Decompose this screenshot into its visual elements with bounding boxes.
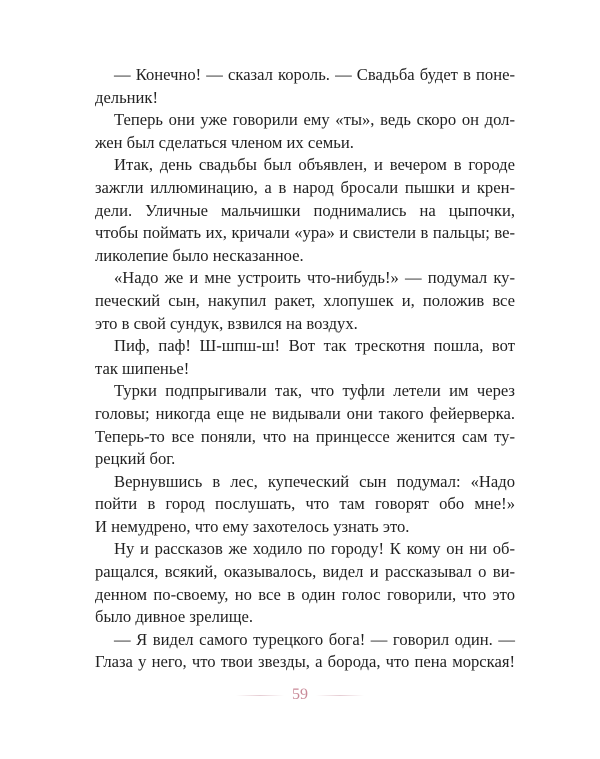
text-line: пойти в город послушать, что там говорят обо мне!» xyxy=(95,494,515,514)
text-line: — Я видел самого турецкого бога! — говорил один. — xyxy=(114,629,515,649)
ornament-left-icon xyxy=(236,695,284,696)
text-line: печеский сын, накупил ракет, хлопушек и, положив все xyxy=(95,290,515,310)
page-body-text xyxy=(95,64,515,674)
text-line: чтобы поймать их, кричали «ура» и свистели в пальцы; ве- xyxy=(95,223,515,243)
text-line: Вернувшись в лес, купеческий сын подумал: «Надо xyxy=(114,471,515,491)
ornament-right-icon xyxy=(316,695,364,696)
text-line: И немудрено, что ему захотелось узнать это. xyxy=(95,516,410,536)
text-line: ликолепие было несказанное. xyxy=(95,245,304,265)
text-line: денном по-своему, но все в один голос говорили, что это xyxy=(95,584,515,604)
text-line: Турки подпрыгивали так, что туфли летели им через xyxy=(114,381,515,401)
text-line: Пиф, паф! Ш-шпш-ш! Вот так трескотня пошла, вот xyxy=(114,336,515,356)
text-line: это в свой сундук, взвился на воздух. xyxy=(95,313,358,333)
text-line: Глаза у него, что твои звезды, а борода, что пена морская! xyxy=(95,652,515,672)
page-footer xyxy=(0,686,600,704)
text-line: дели. Уличные мальчишки поднимались на цыпочки, xyxy=(95,200,515,220)
text-line: — Конечно! — сказал король. — Свадьба будет в поне- xyxy=(114,65,515,84)
text-line: рецкий бог. xyxy=(95,449,176,469)
text-line: дельник! xyxy=(95,87,159,107)
page-number: 59 xyxy=(292,686,308,703)
text-line: Теперь они уже говорили ему «ты», ведь скоро он дол- xyxy=(114,110,515,130)
text-line: так шипенье! xyxy=(95,358,190,378)
text-line: «Надо же и мне устроить что-нибудь!» — подумал ку- xyxy=(114,268,515,288)
text-line: Итак, день свадьбы был объявлен, и вечером в городе xyxy=(114,155,515,175)
text-line: жен был сделаться членом их семьи. xyxy=(95,132,354,152)
text-line: Ну и рассказов же ходило по городу! К кому он ни об- xyxy=(114,539,515,559)
text-line: Теперь-то все поняли, что на принцессе женится сам ту- xyxy=(95,426,515,446)
text-line: было дивное зрелище. xyxy=(95,607,254,627)
text-line: головы; никогда еще не видывали они такого фейерверка. xyxy=(95,403,515,423)
text-line: зажгли иллюминацию, а в народ бросали пышки и крен- xyxy=(95,177,515,197)
text-line: ращался, всякий, оказывалось, видел и рассказывал о ви- xyxy=(95,562,515,582)
